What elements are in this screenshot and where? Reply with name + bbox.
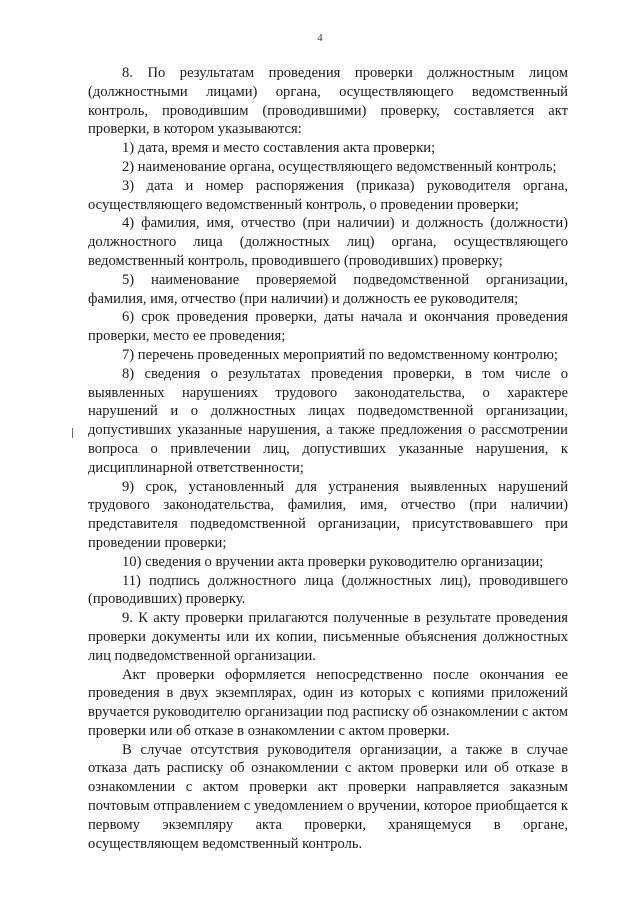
paragraph-act-execution: Акт проверки оформляется непосредственно после окончания ее проведения в двух экземплярах, один из которых с копиями приложений вручается руководителю организации под расписку об ознакомлении с актом проверки или об отказе в ознакомлении с актом проверки. — [88, 666, 568, 739]
list-item-1: 1) дата, время и место составления акта проверки; — [122, 140, 436, 157]
list-item-10: 10) сведения о вручении акта проверки руководителю организации; — [122, 553, 544, 570]
list-item-5: 5) наименование проверяемой подведомственной организации, фамилия, имя, отчество (при наличии) и должность ее руководителя; — [88, 271, 568, 307]
paragraph-item-9: 9. К акту проверки прилагаются полученные в результате проведения проверки документы или их копии, письменные объяснения должностных лиц подведомственной организации. — [88, 610, 568, 664]
list-item-4: 4) фамилия, имя, отчество (при наличии) и должность (должности) должностного лица (должностных лиц) органа, осуществляющего ведомственный контроль, проводившего (проводивших) проверку; — [88, 215, 568, 269]
document-body — [88, 64, 568, 853]
list-item-3: 3) дата и номер распоряжения (приказа) руководителя органа, осуществляющего ведомственный контроль, о проведении проверки; — [88, 177, 568, 213]
list-item-9: 9) срок, установленный для устранения выявленных нарушений трудового законодательства, фамилия, имя, отчество (при наличии) представителя подведомственной организации, присутствовавшего при проведении проверки; — [88, 478, 568, 551]
paragraph-absence-case: В случае отсутствия руководителя организации, а также в случае отказа дать расписку об ознакомлении с актом проверки или об отказе в ознакомлении с актом проверки акт проверки направляется заказным почтовым отправлением с уведомлением о вручении, которое приобщается к первому экземпляру акта проверки, хранящемуся в органе, осуществляющем ведомственный контроль. — [88, 741, 568, 852]
list-item-2: 2) наименование органа, осуществляющего ведомственный контроль; — [122, 158, 557, 175]
list-item-11: 11) подпись должностного лица (должностных лиц), проводившего (проводивших) проверку. — [88, 572, 568, 608]
list-item-8: 8) сведения о результатах проведения проверки, в том числе о выявленных нарушениях трудового законодательства, о характере нарушений и о должностных лицах подведомственной организации, допустивших указанные нарушения, а также предложения о рассмотрении вопроса о привлечении лиц, допустивших указанные нарушения, к дисциплинарной ответственности; — [88, 365, 568, 476]
scan-artifact-mark — [72, 428, 73, 438]
list-item-6: 6) срок проведения проверки, даты начала и окончания проведения проверки, место ее проведения; — [88, 309, 568, 345]
list-item-7: 7) перечень проведенных мероприятий по ведомственному контролю; — [122, 346, 558, 363]
page-number: 4 — [317, 33, 323, 44]
paragraph-item-8: 8. По результатам проведения проверки должностным лицом (должностными лицами) органа, осуществляющего ведомственный контроль, проводившим (проводившими) проверку, составляется акт проверки, в котором указываются: — [88, 65, 568, 138]
